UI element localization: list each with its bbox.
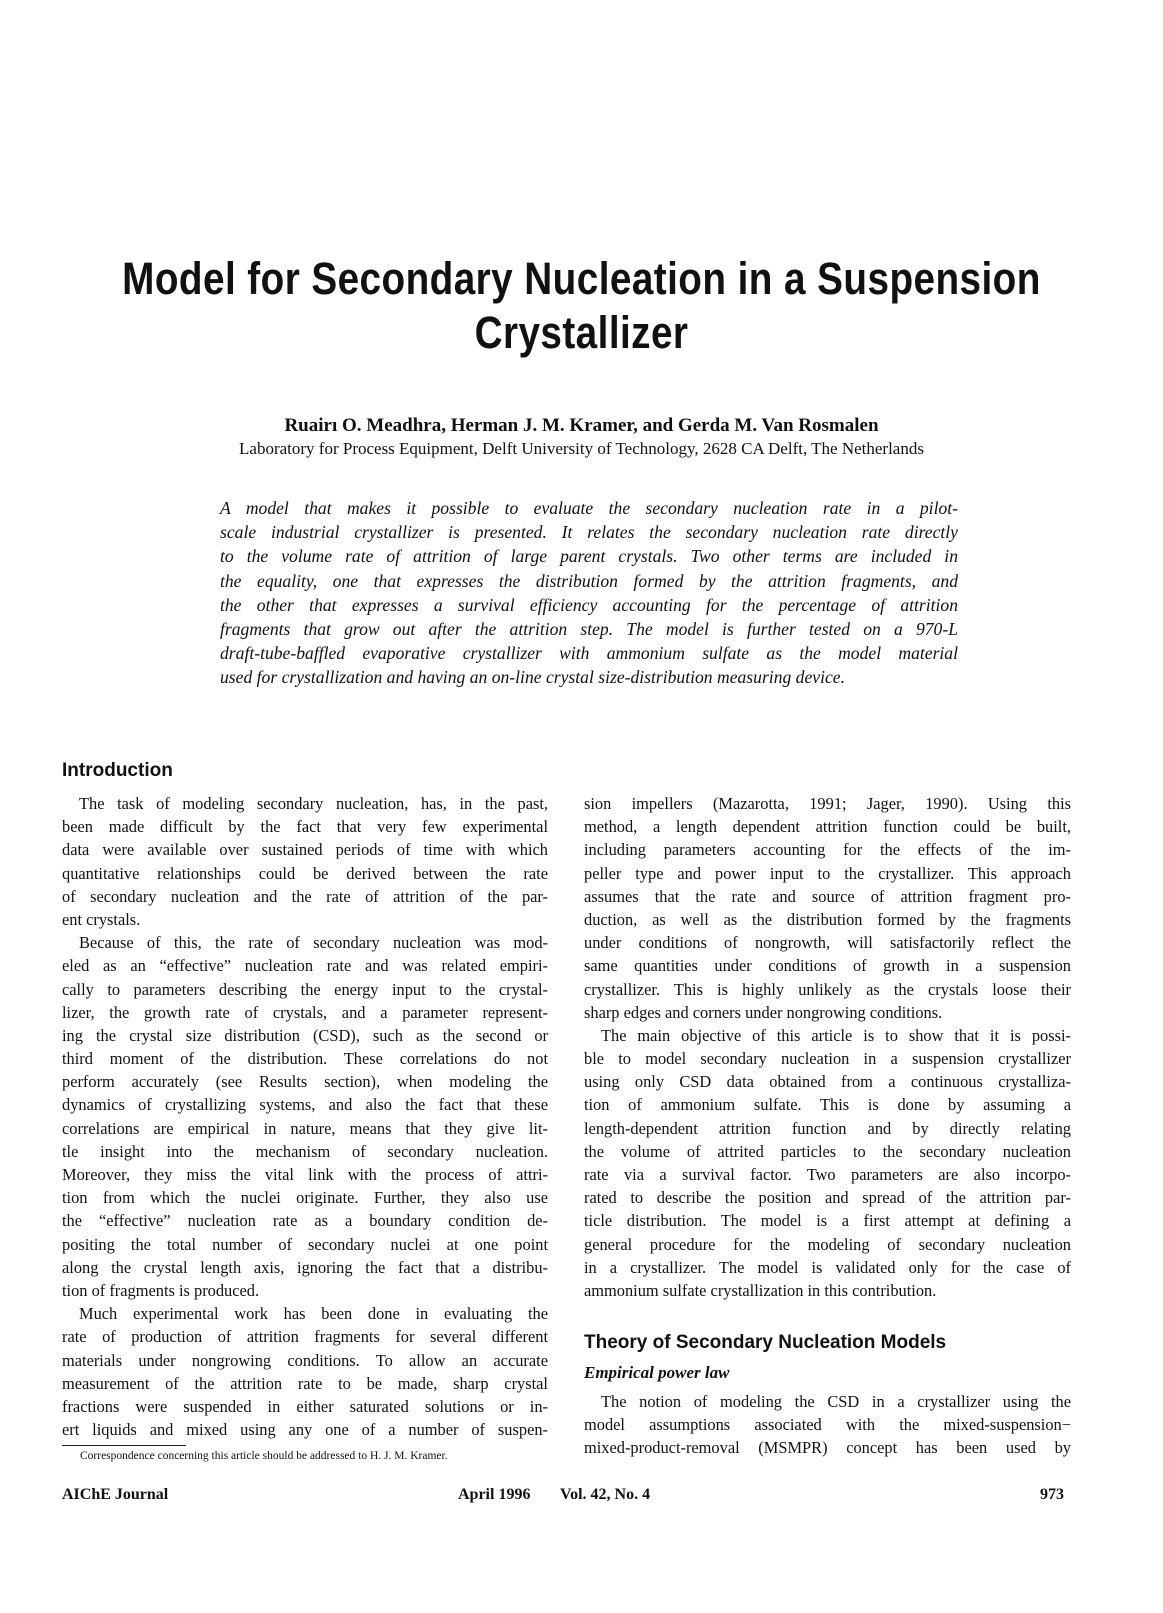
text-line: sharp edges and corners under nongrowing conditions. bbox=[584, 1002, 943, 1022]
introduction-heading: Introduction bbox=[62, 760, 173, 781]
footer-volume: Vol. 42, No. 4 bbox=[560, 1486, 651, 1503]
text-line: in a crystallizer. The model is validated only for the case of bbox=[584, 1257, 1071, 1277]
abstract-line: to the volume rate of attrition of large parent crystals. Two other terms are included in bbox=[220, 546, 958, 567]
text-line: Moreover, they miss the vital link with the process of attri- bbox=[62, 1165, 548, 1184]
text-line: under conditions of nongrowth, will satisfactorily reflect the bbox=[584, 933, 1071, 953]
text-line: rated to describe the position and spread of the attrition par- bbox=[584, 1188, 1071, 1208]
abstract-line: scale industrial crystallizer is presented. It relates the secondary nucleation rate directly bbox=[220, 522, 958, 543]
text-line: peller type and power input to the crystallizer. This approach bbox=[584, 863, 1071, 883]
text-line: Much experimental work has been done in evaluating the bbox=[79, 1304, 548, 1324]
text-line: ert liquids and mixed using any one of a number of suspen- bbox=[62, 1420, 548, 1440]
text-line: using only CSD data obtained from a continuous crystalliza- bbox=[584, 1072, 1071, 1092]
text-line: The main objective of this article is to show that it is possi- bbox=[601, 1025, 1071, 1045]
text-line: tle insight into the mechanism of secondary nucleation. bbox=[62, 1141, 548, 1161]
text-line: data were available over sustained periods of time with which bbox=[62, 840, 548, 860]
footnote: Correspondence concerning this article should be addressed to H. J. M. Kramer. bbox=[80, 1450, 448, 1462]
text-line: The notion of modeling the CSD in a crystallizer using the bbox=[601, 1392, 1071, 1411]
theory-heading: Theory of Secondary Nucleation Models bbox=[584, 1332, 947, 1353]
footer-journal: AIChE Journal bbox=[62, 1486, 169, 1503]
text-line: length-dependent attrition function and by directly relating bbox=[584, 1118, 1071, 1138]
text-line: quantitative relationships could be derived between the rate bbox=[62, 863, 548, 883]
text-line: ent crystals. bbox=[62, 909, 141, 929]
text-line: including parameters accounting for the effects of the im- bbox=[584, 840, 1071, 860]
text-line: the “effective” nucleation rate as a boundary condition de- bbox=[62, 1211, 548, 1231]
article-title bbox=[81, 252, 1081, 360]
text-line: eled as an “effective” nucleation rate and was related empiri- bbox=[62, 956, 548, 976]
text-line: sion impellers (Mazarotta, 1991; Jager, 1990). Using this bbox=[584, 794, 1071, 813]
text-line: general procedure for the modeling of secondary nucleation bbox=[584, 1234, 1071, 1254]
text-line: ammonium sulfate crystallization in this contribution. bbox=[584, 1280, 937, 1300]
text-line: ing the crystal size distribution (CSD), such as the second or bbox=[62, 1025, 548, 1045]
text-line: same quantities under conditions of growth in a suspension bbox=[584, 956, 1071, 976]
text-line: dynamics of crystallizing systems, and also the fact that these bbox=[62, 1095, 548, 1115]
abstract-line: fragments that grow out after the attrition step. The model is further tested on a 970-L bbox=[220, 619, 958, 640]
text-line: fractions were suspended in either saturated solutions or in- bbox=[62, 1396, 548, 1416]
text-line: materials under nongrowing conditions. To allow an accurate bbox=[62, 1350, 548, 1370]
abstract-line: the equality, one that expresses the distribution formed by the attrition fragments, and bbox=[220, 570, 958, 591]
footer-date: April 1996 bbox=[458, 1486, 531, 1503]
theory-subheading: Empirical power law bbox=[584, 1363, 730, 1382]
text-line: ble to model secondary nucleation in a suspension crystallizer bbox=[584, 1049, 1071, 1069]
affiliation: Laboratory for Process Equipment, Delft University of Technology, 2628 CA Delft, The Netherlands bbox=[239, 439, 924, 458]
text-line: assumes that the rate and source of attrition fragment pro- bbox=[584, 886, 1071, 906]
abstract-line: the other that expresses a survival efficiency accounting for the percentage of attrition bbox=[220, 594, 958, 615]
text-line: measurement of the attrition rate to be made, sharp crystal bbox=[62, 1373, 548, 1393]
text-line: tion of fragments is produced. bbox=[62, 1280, 260, 1300]
abstract-line: used for crystallization and having an on-line crystal size-distribution measuring device. bbox=[220, 667, 845, 688]
text-line: positing the total number of secondary nuclei at one point bbox=[62, 1234, 548, 1254]
introduction-body bbox=[62, 792, 548, 1441]
theory-body bbox=[584, 1390, 1071, 1460]
text-line: model assumptions associated with the mixed-suspension− bbox=[584, 1415, 1071, 1435]
abstract-line: draft-tube-baffled evaporative crystallizer with ammonium sulfate as the model material bbox=[220, 643, 958, 664]
text-line: cally to parameters describing the energy input to the crystal- bbox=[62, 979, 548, 999]
title-line: Crystallizer bbox=[474, 307, 689, 358]
text-line: tion from which the nuclei originate. Further, they also use bbox=[62, 1188, 548, 1208]
abstract bbox=[220, 496, 958, 690]
text-line: along the crystal length axis, ignoring the fact that a distribu- bbox=[62, 1257, 548, 1277]
text-line: been made difficult by the fact that very few experimental bbox=[62, 817, 548, 837]
footnote-rule bbox=[62, 1445, 186, 1446]
right-column-body bbox=[584, 792, 1071, 1302]
text-line: crystallizer. This is highly unlikely as the crystals loose their bbox=[584, 979, 1071, 999]
text-line: correlations are empirical in nature, means that they give lit- bbox=[62, 1118, 548, 1138]
text-line: lizer, the growth rate of crystals, and a parameter represent- bbox=[62, 1002, 548, 1022]
text-line: mixed-product-removal (MSMPR) concept has been used by bbox=[584, 1438, 1071, 1458]
text-line: tion of ammonium sulfate. This is done by assuming a bbox=[584, 1095, 1071, 1115]
text-line: ticle distribution. The model is a first attempt at defining a bbox=[584, 1211, 1071, 1231]
text-line: rate of production of attrition fragments for several different bbox=[62, 1327, 548, 1347]
text-line: the volume of attrited particles to the secondary nucleation bbox=[584, 1141, 1071, 1161]
text-line: The task of modeling secondary nucleation, has, in the past, bbox=[79, 794, 548, 813]
text-line: rate via a survival factor. Two parameters are also incorpo- bbox=[584, 1165, 1071, 1184]
text-line: Because of this, the rate of secondary nucleation was mod- bbox=[79, 933, 548, 953]
text-line: of secondary nucleation and the rate of attrition of the par- bbox=[62, 886, 548, 906]
authors: Ruairı O. Meadhra, Herman J. M. Kramer, and Gerda M. Van Rosmalen bbox=[284, 415, 879, 436]
text-line: third moment of the distribution. These correlations do not bbox=[62, 1049, 548, 1069]
text-line: perform accurately (see Results section), when modeling the bbox=[62, 1072, 548, 1092]
title-line: Model for Secondary Nucleation in a Suspension bbox=[122, 253, 1041, 304]
abstract-line: A model that makes it possible to evaluate the secondary nucleation rate in a pilot- bbox=[220, 498, 958, 518]
footer-page: 973 bbox=[1040, 1486, 1064, 1503]
text-line: duction, as well as the distribution formed by the fragments bbox=[584, 909, 1071, 929]
text-line: method, a length dependent attrition function could be built, bbox=[584, 817, 1071, 837]
